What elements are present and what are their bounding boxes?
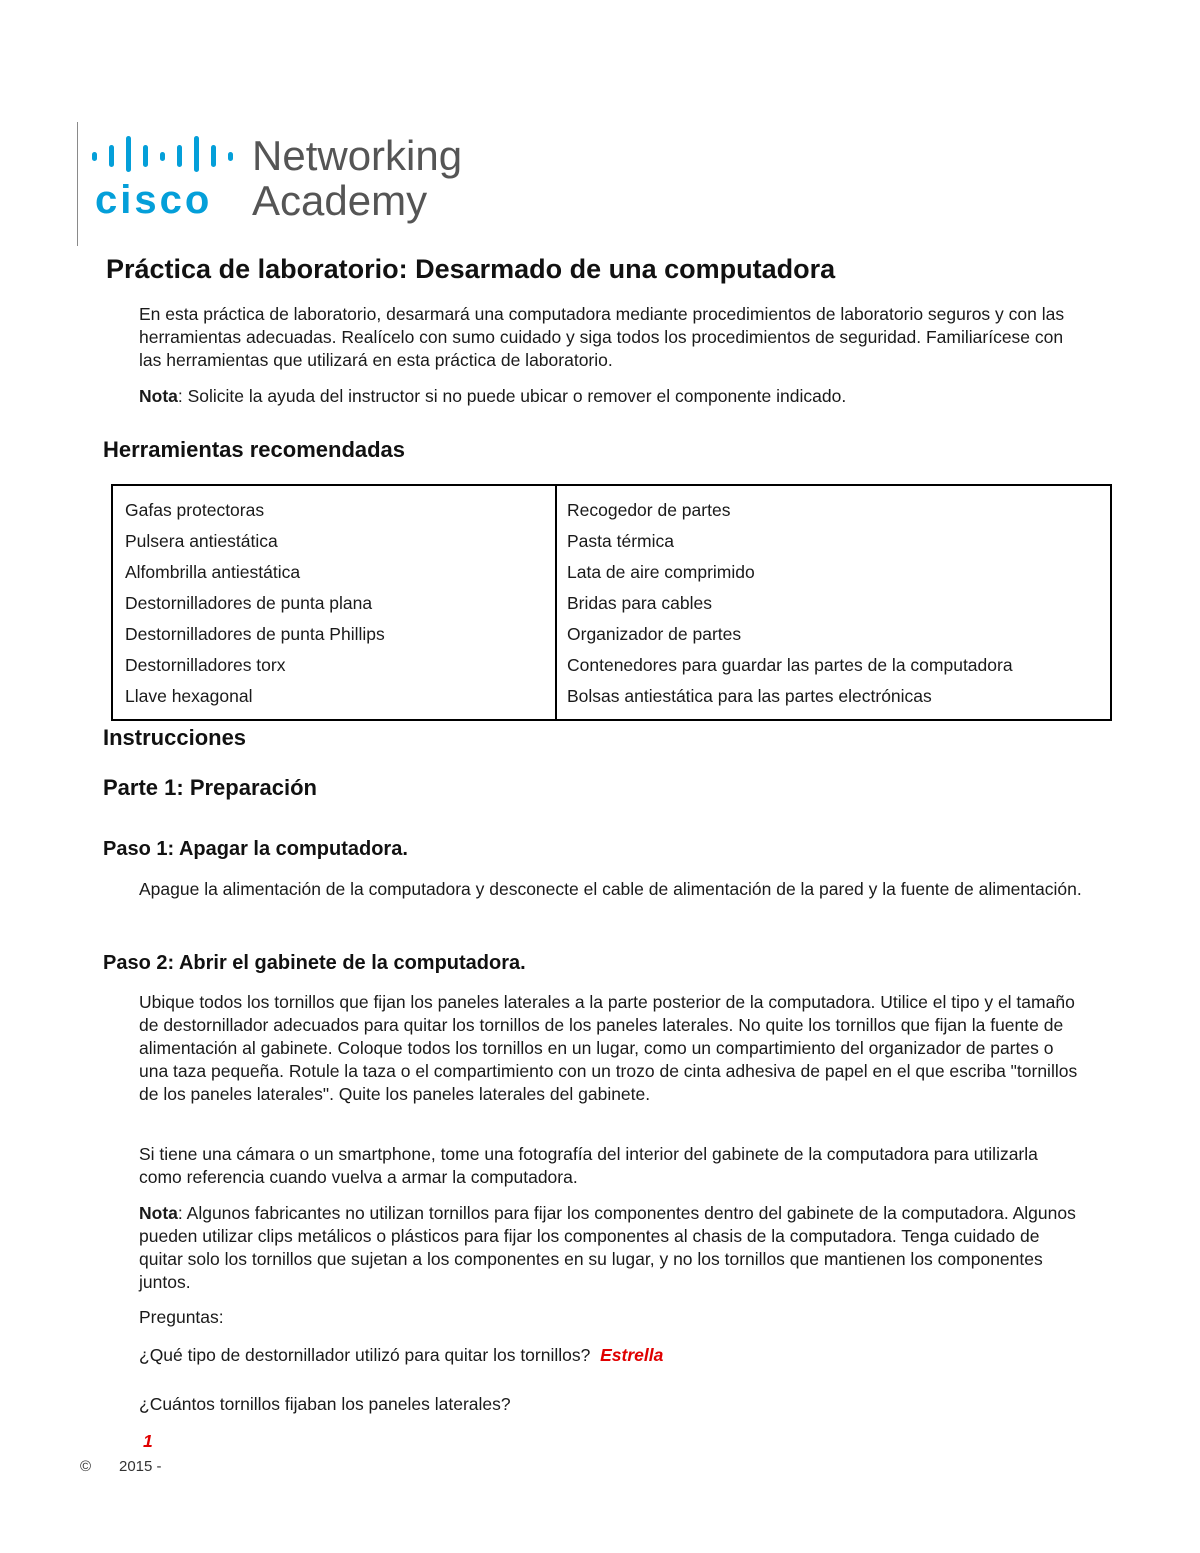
answer-1: Estrella — [600, 1345, 664, 1365]
note-paragraph — [139, 385, 1089, 408]
tool-item: Lata de aire comprimido — [567, 562, 755, 582]
tool-item: Pulsera antiestática — [125, 531, 278, 551]
tool-item: Bridas para cables — [567, 593, 712, 613]
table-divider — [555, 486, 557, 719]
question-2: ¿Cuántos tornillos fijaban los paneles laterales? — [139, 1394, 511, 1414]
tool-item: Destornilladores de punta Phillips — [125, 624, 385, 644]
note-text: : Algunos fabricantes no utilizan tornillos para fijar los componentes dentro del gabinete de la computadora. Algunos pueden utilizar clips metálicos o plásticos para fijar los componentes al chasis de la computadora. Tenga cuidado de quitar solo los tornillos que sujetan a los componentes en su lugar, y no los tornillos que mantienen los componentes juntos. — [139, 1203, 1076, 1292]
intro-paragraph: En esta práctica de laboratorio, desarmará una computadora mediante procedimientos de laboratorio seguros y con las herramientas adecuadas. Realícelo con sumo cuidado y siga todos los procedimientos de seguridad. Familiarícese con las herramientas que utilizará en esta práctica de laboratorio. — [139, 304, 1065, 370]
tool-item: Llave hexagonal — [125, 686, 253, 706]
cisco-bars-icon — [92, 136, 233, 172]
note-text: : Solicite la ayuda del instructor si no puede ubicar o remover el componente indicado. — [177, 386, 847, 406]
tool-item: Recogedor de partes — [567, 500, 731, 520]
tool-item: Pasta térmica — [567, 531, 674, 551]
tool-item: Bolsas antiestática para las partes electrónicas — [567, 686, 932, 706]
tool-item: Contenedores para guardar las partes de la computadora — [567, 655, 1013, 675]
questions-label: Preguntas: — [139, 1307, 224, 1327]
step1-paragraph: Apague la alimentación de la computadora y desconecte el cable de alimentación de la pared y la fuente de alimentación. — [139, 879, 1082, 899]
tools-heading: Herramientas recomendadas — [103, 437, 406, 462]
step1-heading: Paso 1: Apagar la computadora. — [103, 838, 408, 860]
cisco-wordmark: cisco — [95, 178, 213, 222]
step2-note — [139, 1202, 1084, 1294]
step2-paragraph-2: Si tiene una cámara o un smartphone, tome una fotografía del interior del gabinete de la computadora para utilizarla como referencia cuando vuelva a armar la computadora. — [139, 1144, 1038, 1187]
tool-item: Destornilladores de punta plana — [125, 593, 373, 613]
tool-item: Alfombrilla antiestática — [125, 562, 301, 582]
answer-2: 1 — [143, 1431, 153, 1451]
step2-paragraph-1: Ubique todos los tornillos que fijan los paneles laterales a la parte posterior de la computadora. Utilice el tipo y el tamaño de destornillador adecuados para quitar los tornillos de los paneles laterales. No quite los tornillos que fijan la fuente de alimentación al gabinete. Coloque todos los tornillos en un lugar, como un compartimiento del organizador de partes o una taza pequeña. Rotule la taza o el compartimiento con un trozo de cinta adhesiva de papel en el que escriba "tornillos de los paneles laterales". Quite los paneles laterales del gabinete. — [139, 992, 1078, 1104]
cisco-networking-academy-logo — [92, 135, 472, 230]
tool-item: Gafas protectoras — [125, 500, 265, 520]
step2-heading: Paso 2: Abrir el gabinete de la computadora. — [103, 952, 526, 974]
page-title: Práctica de laboratorio: Desarmado de una computadora — [106, 254, 836, 284]
note-label: Nota — [139, 386, 178, 406]
tool-item: Destornilladores torx — [125, 655, 286, 675]
tool-item: Organizador de partes — [567, 624, 742, 644]
footer-year: 2015 - — [119, 1458, 162, 1475]
tools-column-left — [125, 499, 385, 716]
question-1 — [139, 1344, 663, 1367]
logo-line-networking: Networking — [252, 135, 463, 179]
logo-divider — [77, 122, 78, 246]
note-label: Nota — [139, 1203, 178, 1223]
part1-heading: Parte 1: Preparación — [103, 775, 317, 800]
tools-table — [111, 484, 1112, 721]
copyright-symbol: © — [80, 1458, 92, 1475]
instructions-heading: Instrucciones — [103, 725, 247, 750]
tools-column-right — [567, 499, 1013, 716]
question-text: ¿Qué tipo de destornillador utilizó para quitar los tornillos? — [139, 1345, 591, 1365]
logo-line-academy: Academy — [252, 177, 428, 224]
